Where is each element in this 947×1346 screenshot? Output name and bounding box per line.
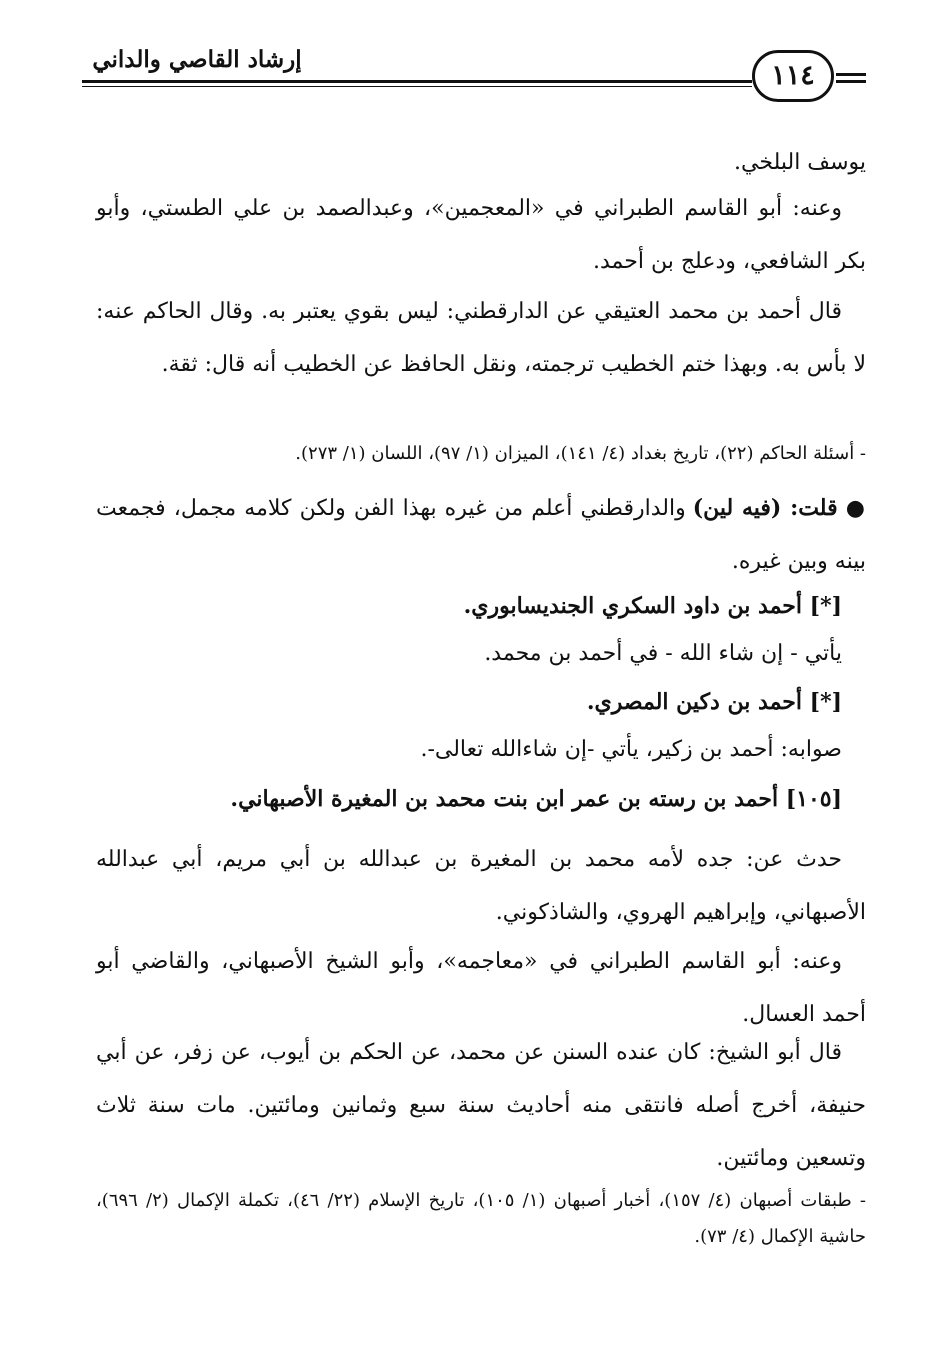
qult-text: والدارقطني أعلم من غيره بهذا الفن ولكن كلامه مجمل، فجمعت بينه وبين غيره. [96, 496, 866, 574]
paragraph-text: حدث عن: جده لأمه محمد بن المغيرة بن عبدالله بن أبي مريم، أبي عبدالله الأصبهاني، وإبراهيم الهروي، والشاذكوني. [96, 847, 866, 925]
entry-heading-105 [96, 773, 866, 826]
header-rule-thick [82, 80, 752, 83]
paragraph-teachers [96, 833, 866, 939]
paragraph-qult [96, 482, 866, 588]
paragraph-crossref-1 [96, 627, 866, 680]
bullet-icon: ● [845, 495, 866, 521]
paragraph-text: قال أبو الشيخ: كان عنده السنن عن محمد، عن الحكم بن أيوب، عن زفر، عن أبي حنيفة، أخرج أصله فانتقى منه أحاديث سنة سبع وثمانين ومائتين. مات سنة ثلاث وتسعين ومائتين. [96, 1040, 866, 1171]
paragraph-crossref-2 [96, 723, 866, 776]
paragraph-narrators [96, 182, 866, 288]
entry-heading-1 [96, 580, 866, 633]
header-rule-right-top [836, 73, 866, 76]
paragraph-grading [96, 285, 866, 391]
heading-text: [*] أحمد بن دكين المصري. [586, 689, 842, 715]
header-rule-thin [82, 86, 752, 87]
paragraph-text: صوابه: أحمد بن زكير، يأتي -إن شاءالله تعالى-. [420, 737, 842, 762]
paragraph-text: يوسف البلخي. [734, 150, 866, 175]
heading-text: [١٠٥] أحمد بن رسته بن عمر ابن بنت محمد بن المغيرة الأصبهاني. [230, 786, 842, 812]
qult-label: قلت: (فيه لين) [692, 495, 838, 521]
header-rule-right-bottom [836, 80, 866, 83]
heading-text: [*] أحمد بن داود السكري الجنديسابوري. [463, 593, 842, 619]
paragraph-abu-shaykh [96, 1026, 866, 1185]
page-number: ١١٤ [752, 50, 834, 102]
paragraph-text: يأتي - إن شاء الله - في أحمد بن محمد. [484, 641, 842, 666]
references-text: - طبقات أصبهان (٤/ ١٥٧)، أخبار أصبهان (١/ ١٠٥)، تاريخ الإسلام (٢٢/ ٤٦)، تكملة الإكمال (٢/ ٦٩٦)، حاشية الإكمال (٤/ ٧٣). [96, 1190, 866, 1247]
references-note-1 [96, 436, 866, 472]
references-text: - أسئلة الحاكم (٢٢)، تاريخ بغداد (٤/ ١٤١)، الميزان (١/ ٩٧)، اللسان (١/ ٢٧٣). [295, 443, 866, 464]
book-title: إرشاد القاصي والداني [92, 46, 302, 73]
paragraph-text: وعنه: أبو القاسم الطبراني في «المعجمين»، وعبدالصمد بن علي الطستي، وأبو بكر الشافعي، ودعلج بن أحمد. [96, 196, 866, 274]
paragraph-text: قال أحمد بن محمد العتيقي عن الدارقطني: ليس بقوي يعتبر به. وقال الحاكم عنه: لا بأس به. وبهذا ختم الخطيب ترجمته، ونقل الحافظ عن الخطيب أنه قال: ثقة. [96, 299, 866, 377]
paragraph-text: وعنه: أبو القاسم الطبراني في «معاجمه»، وأبو الشيخ الأصبهاني، والقاضي أبو أحمد العسال. [96, 949, 866, 1027]
entry-heading-2 [96, 676, 866, 729]
references-note-2 [96, 1183, 866, 1255]
